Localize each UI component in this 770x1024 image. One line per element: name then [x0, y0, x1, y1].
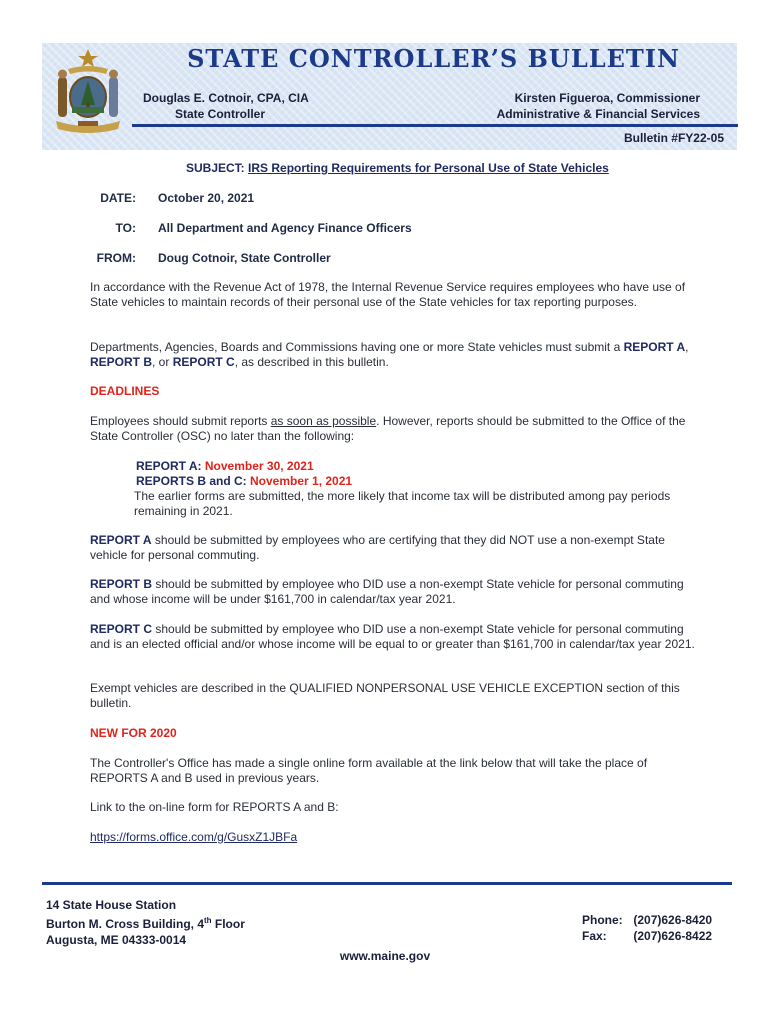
footer-address	[46, 897, 245, 948]
phone-row	[582, 912, 712, 928]
from-value: Doug Cotnoir, State Controller	[158, 251, 331, 265]
commissioner-name: Kirsten Figueroa, Commissioner	[514, 91, 700, 105]
deadlines-text-end: . However, reports should be submitted to the Office of the State Controller (OSC) no later than the following:	[90, 414, 686, 443]
controller-name: Douglas E. Cotnoir, CPA, CIA	[143, 91, 309, 105]
phone-value: (207)626-8420	[633, 913, 713, 927]
fax-value: (207)626-8422	[633, 929, 713, 943]
report-c-ref: REPORT C	[172, 355, 235, 369]
reports-text-end: , as described in this bulletin.	[234, 355, 389, 369]
maine-state-seal-icon	[48, 47, 128, 139]
commissioner-role: Administrative & Financial Services	[496, 107, 700, 121]
deadlines-heading: DEADLINES	[90, 384, 160, 398]
report-a-deadline-date: November 30, 2021	[204, 459, 314, 473]
footer-contact	[582, 912, 712, 944]
report-c-label: REPORT C	[90, 622, 153, 636]
fax-label: Fax:	[582, 929, 607, 943]
report-a-deadline-label: REPORT A:	[136, 459, 205, 473]
subject-line	[186, 161, 609, 175]
report-a-text: should be submitted by employees who are certifying that they did NOT use a non-exempt State vehicle for personal commuting.	[90, 533, 665, 562]
phone-label: Phone:	[582, 913, 623, 927]
report-b-ref: REPORT B	[90, 355, 153, 369]
date-label: DATE:	[100, 191, 136, 205]
online-form-link[interactable]: https://forms.office.com/g/GusxZ1JBFa	[90, 830, 298, 844]
report-bc-deadline-label: REPORTS B and C:	[136, 474, 251, 488]
from-label: FROM:	[96, 251, 136, 265]
exempt-paragraph: Exempt vehicles are described in the QUALIFIED NONPERSONAL USE VEHICLE EXCEPTION section of this bulletin.	[90, 681, 680, 710]
new-form-paragraph: The Controller's Office has made a single online form available at the link below that will take the place of REPORTS A and B used in previous years.	[90, 756, 648, 785]
asap-text: as soon as possible	[270, 414, 377, 428]
fax-row	[582, 928, 712, 944]
report-a-ref: REPORT A	[623, 340, 686, 354]
report-a-paragraph	[90, 533, 700, 563]
address-building: Burton M. Cross Building, 4	[46, 917, 204, 931]
new-for-2020-heading: NEW FOR 2020	[90, 726, 177, 740]
controller-role: State Controller	[175, 107, 266, 121]
report-bc-deadline-date: November 1, 2021	[250, 474, 353, 488]
address-floor: Floor	[211, 917, 245, 931]
commissioner-info	[497, 90, 700, 122]
website-link[interactable]: www.maine.gov	[339, 949, 431, 963]
header-divider	[132, 124, 738, 127]
subject-label: SUBJECT:	[186, 161, 245, 175]
footer-divider	[42, 882, 732, 885]
link-intro: Link to the on-line form for REPORTS A and B:	[90, 800, 339, 814]
separator: ,	[685, 340, 689, 354]
report-b-paragraph	[90, 577, 700, 607]
controller-info	[143, 90, 309, 122]
address-line-3: Augusta, ME 04333-0014	[46, 933, 187, 947]
bulletin-number: Bulletin #FY22-05	[623, 131, 724, 145]
deadline-note: The earlier forms are submitted, the more likely that income tax will be distributed among pay periods remaining in 2021.	[134, 489, 671, 518]
subject-text: IRS Reporting Requirements for Personal Use of State Vehicles	[248, 161, 609, 175]
to-label: TO:	[115, 221, 136, 235]
to-value: All Department and Agency Finance Officers	[158, 221, 412, 235]
address-line-1: 14 State House Station	[46, 898, 177, 912]
separator: , or	[152, 355, 173, 369]
reports-text: Departments, Agencies, Boards and Commissions having one or more State vehicles must submit a	[90, 340, 624, 354]
address-line-2	[46, 913, 245, 932]
report-a-deadline	[136, 459, 314, 474]
date-value: October 20, 2021	[158, 191, 255, 205]
address-floor-suffix: th	[204, 916, 212, 925]
bulletin-title: STATE CONTROLLER’S BULLETIN	[187, 44, 680, 73]
report-bc-deadline	[136, 474, 352, 489]
report-b-label: REPORT B	[90, 577, 153, 591]
report-a-label: REPORT A	[90, 533, 152, 547]
deadlines-text: Employees should submit reports	[90, 414, 271, 428]
report-b-text: should be submitted by employee who DID use a non-exempt State vehicle for personal commuting and whose income will be under $161,700 in calendar/tax year 2021.	[90, 577, 684, 606]
report-c-paragraph	[90, 622, 700, 652]
intro-paragraph: In accordance with the Revenue Act of 1978, the Internal Revenue Service requires employees who have use of State vehicles to maintain records of their personal use of the State vehicles for tax reporting purposes.	[90, 280, 686, 309]
reports-paragraph	[90, 340, 700, 370]
report-c-text: should be submitted by employee who DID use a non-exempt State vehicle for personal commuting and is an elected official and/or whose income will be equal to or greater than $161,700 in calendar/tax year 2021.	[90, 622, 695, 651]
deadlines-paragraph	[90, 414, 700, 444]
